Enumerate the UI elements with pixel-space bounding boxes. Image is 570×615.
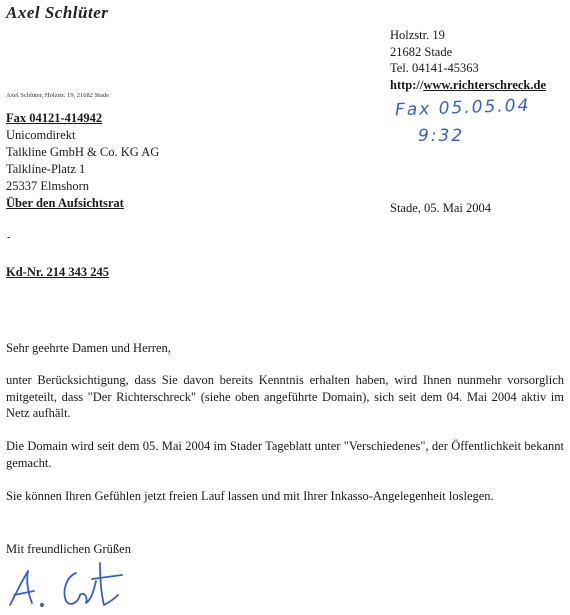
sender-street: Holzstr. 19 [390, 28, 445, 42]
sender-city: 21682 Stade [390, 44, 453, 59]
signature [4, 555, 144, 615]
return-address-line: Axel Schlüter, Holzstr. 19, 21682 Stade [6, 92, 110, 99]
paragraph-3: Sie können Ihren Gefühlen jetzt freien Lauf lassen und mit Ihrer Inkasso-Angelegenheit loslegen. [6, 489, 494, 503]
closing: Mit freundlichen Grüßen [6, 542, 131, 556]
letter-date: Stade, 05. Mai 2004 [390, 201, 492, 215]
sender-website [390, 77, 546, 94]
recipient-line-1: Unicomdirekt [6, 128, 76, 142]
recipient-attention: Über den Aufsichtsrat [6, 196, 124, 210]
recipient-line-2: Talkline GmbH & Co. KG AG [6, 145, 160, 159]
paragraph-1: unter Berücksichtigung, dass Sie davon bereits Kenntnis erhalten haben, wird Ihnen nunmehr vorsorglich mitgeteilt, dass "Der Richterschreck" (siehe oben angeführte Domain), sich seit dem 04. Mai 2004 aktiv im Netz aufhält. [6, 373, 564, 420]
website-domain: www.richterschreck.de [423, 77, 546, 92]
sender-phone: Tel. 04141-45363 [390, 61, 479, 75]
recipient-line-4: 25337 Elmshorn [6, 179, 89, 193]
sender-name: Axel Schlüter [6, 3, 109, 22]
recipient-line-3: Talkline-Platz 1 [6, 162, 86, 176]
website-prefix: http:// [390, 77, 424, 92]
recipient-fax: Fax 04121-414942 [6, 111, 103, 125]
sender-address-block [390, 27, 546, 93]
fax-stamp-time: 9:32 [418, 126, 465, 146]
customer-number: Kd-Nr. 214 343 245 [6, 265, 110, 279]
signature-scribble [4, 555, 144, 611]
dash-mark: - [7, 232, 11, 243]
recipient-address-block [6, 110, 159, 212]
salutation: Sehr geehrte Damen und Herren, [6, 341, 171, 355]
paragraph-2: Die Domain wird seit dem 05. Mai 2004 im Stader Tageblatt unter "Verschiedenes", der Öffentlichkeit bekannt gemacht. [6, 439, 564, 470]
fax-stamp-date: Fax 05.05.04 [394, 95, 531, 121]
